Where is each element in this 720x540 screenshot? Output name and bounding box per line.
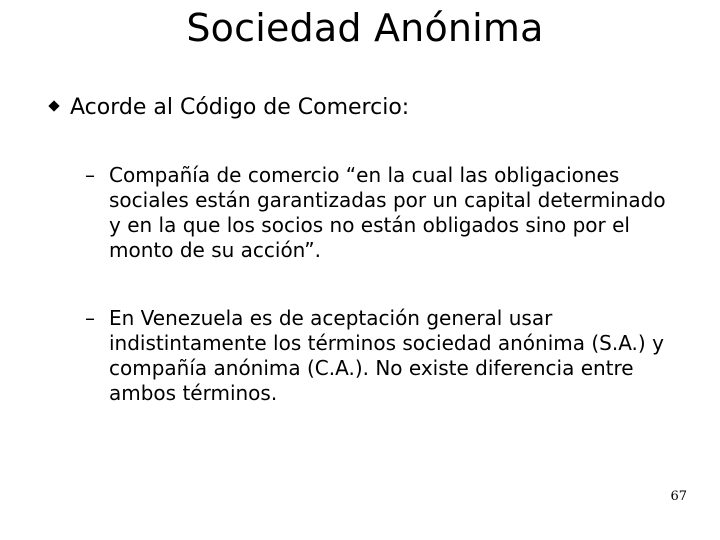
sub-item bbox=[85, 163, 675, 263]
page-number: 67 bbox=[670, 489, 687, 504]
slide-title: Sociedad Anónima bbox=[186, 6, 544, 50]
dash-marker: – bbox=[85, 306, 95, 330]
sub-item bbox=[85, 306, 675, 406]
dash-marker: – bbox=[85, 163, 95, 187]
bullet-item bbox=[50, 93, 690, 123]
sub-item-text: En Venezuela es de aceptación general usar indistintamente los términos sociedad anónima (S.A.) y compañía anónima (C.A.). No existe diferencia entre ambos términos. bbox=[109, 306, 664, 405]
bullet-text: Acorde al Código de Comercio: bbox=[70, 95, 410, 120]
sub-item-text: Compañía de comercio “en la cual las obligaciones sociales están garantizadas por un capital determinado y en la que los socios no están obligados sino por el monto de su acción”. bbox=[109, 163, 666, 262]
diamond-bullet-icon bbox=[48, 100, 59, 111]
